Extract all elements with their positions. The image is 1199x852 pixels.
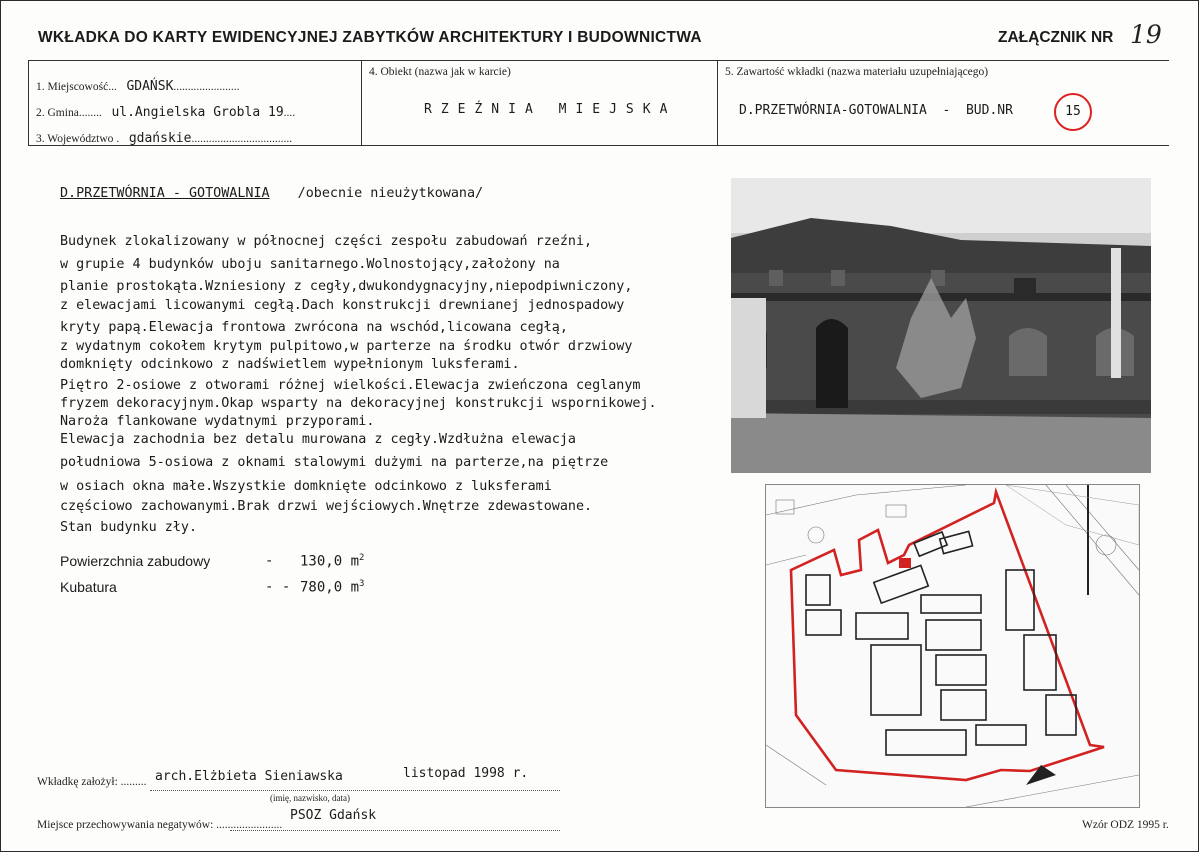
negatives-value: PSOZ Gdańsk [290,808,377,823]
negatives-label: Miejsce przechowywania negatywów: ....................... [37,819,283,831]
body-line: z elewacjami licowanymi cegłą.Dach konstrukcji drewnianej jednospadowy [60,298,625,313]
field-object-value: RZEŹNIA MIEJSKA [424,102,677,117]
site-plan-map [765,484,1140,808]
body-line: w osiach okna małe.Wszystkie domknięte odcinkowo z luksferami [60,479,552,494]
area-dash: - [265,553,274,569]
form-top-rule [28,60,1169,61]
field-content-value: D.PRZETWÓRNIA-GOTOWALNIA - BUD.NR [739,103,1013,118]
body-line: częściowo zachowanymi.Brak drzwi wejściowych.Wnętrze zdewastowane. [60,499,593,514]
author-value: arch.Elżbieta Sieniawska [155,769,343,784]
section-heading: D.PRZETWÓRNIA - GOTOWALNIA [60,186,270,201]
author-caption: (imię, nazwisko, data) [270,793,350,803]
body-line: w grupie 4 budynków uboju sanitarnego.Wolnostojący,założony na [60,257,560,272]
annex-number: 19 [1130,20,1162,49]
date-value: listopad 1998 r. [403,766,529,781]
area-value-row [300,553,364,570]
photo-illustration [731,178,1151,473]
body-line: południowa 5-osiowa z oknami stalowymi dużymi na parterze,na piętrze [60,455,609,470]
volume-label: Kubatura [60,579,117,595]
body-line: Naroża flankowane wydatnymi przyporami. [60,414,375,429]
author-label: Wkładkę założył: ......... [37,776,147,788]
body-line: domknięty odcinkowo z nadświetlem wypełnionym luksferami. [60,357,520,372]
body-line: Stan budynku zły. [60,520,198,535]
negatives-dotted-line [230,829,560,831]
volume-dash: - - [265,579,291,595]
body-line: Budynek zlokalizowany w północnej części zespołu zabudowań rzeźni, [60,234,593,249]
volume-value: 780,0 m [300,579,360,596]
field-locality: 1. Miejscowość... GDAŃSK....................... [36,79,240,94]
site-plan-illustration [766,485,1139,807]
author-dotted-line [150,789,560,791]
field-content-label: 5. Zawartość wkładki (nazwa materiału uzupełniającego) [725,66,989,78]
form-divider-1 [361,60,362,146]
section-heading-note: /obecnie nieużytkowana/ [297,186,484,201]
body-line: z wydatnym cokołem krytym pulpitowo,w parterze na środku otwór drzwiowy [60,339,633,354]
building-number-badge: 15 [1054,93,1092,131]
annex-label: ZAŁĄCZNIK NR [998,29,1114,46]
building-photograph [731,178,1151,473]
form-divider-2 [717,60,718,146]
area-unit-exponent: 2 [359,553,365,563]
area-value: 130,0 m [300,553,360,570]
body-line: planie prostokąta.Wzniesiony z cegły,dwukondygnacyjny,niepodpiwniczony, [60,279,633,294]
field-object-label: 4. Obiekt (nazwa jak w karcie) [369,66,511,78]
body-line: fryzem dekoracyjnym.Okap wsparty na dekoracyjnej konstrukcji wspornikowej. [60,396,657,411]
field-voivodeship: 3. Województwo . gdańskie................................... [36,131,293,146]
area-label: Powierzchnia zabudowy [60,553,211,569]
field-municipality: 2. Gmina........ ul.Angielska Grobla 19.... [36,105,296,120]
body-line: Elewacja zachodnia bez detalu murowana z cegły.Wzdłużna elewacja [60,432,576,447]
body-line: Piętro 2-osiowe z otworami różnej wielkości.Elewacja zwieńczona ceglanym [60,378,641,393]
template-label: Wzór ODZ 1995 r. [1082,819,1169,831]
form-left-rule [28,60,29,146]
volume-unit-exponent: 3 [359,579,365,589]
volume-value-row [300,579,364,596]
section-heading-row [60,186,483,201]
document-title: WKŁADKA DO KARTY EWIDENCYJNEJ ZABYTKÓW ARCHITEKTURY I BUDOWNICTWA [38,29,702,46]
body-line: kryty papą.Elewacja frontowa zwrócona na wschód,licowana cegłą, [60,320,568,335]
